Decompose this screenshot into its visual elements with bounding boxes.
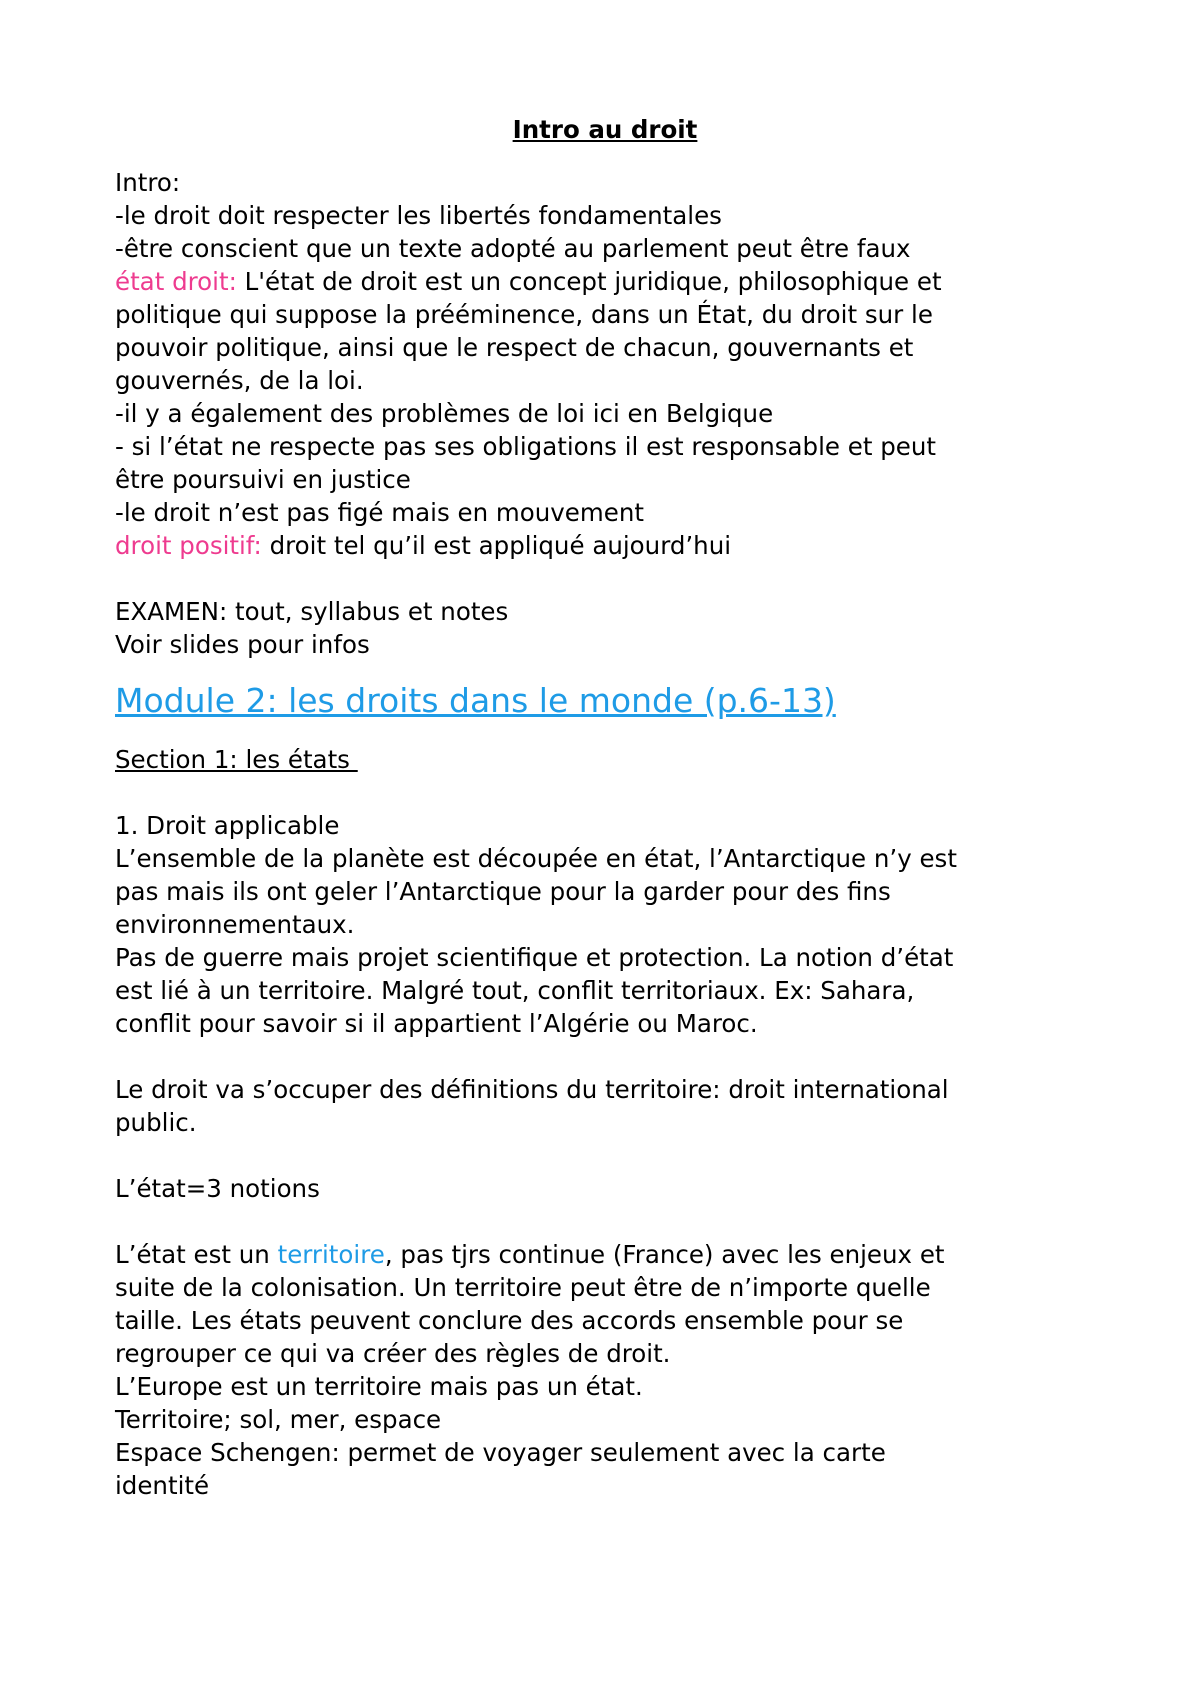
document-title: Intro au droit [512, 115, 698, 144]
para4-pre: L’état est un [115, 1240, 278, 1269]
para2-line1: Pas de guerre mais projet scientifique et protection. La notion d’état [115, 943, 954, 972]
etat-droit-def-part3: pouvoir politique, ainsi que le respect de chacun, gouvernants et [115, 333, 914, 362]
droit-positif-def: droit tel qu’il est appliqué aujourd’hui [261, 531, 732, 560]
spacer [115, 776, 1095, 809]
europe-line: L’Europe est un territoire mais pas un état. [115, 1372, 643, 1401]
spacer [115, 1139, 1095, 1172]
intro-line-mouvement: -le droit n’est pas figé mais en mouvement [115, 498, 644, 527]
para3-line2: public. [115, 1108, 197, 1137]
intro-line-obligations-1: - si l’état ne respecte pas ses obligations il est responsable et peut [115, 432, 937, 461]
droit-positif-term: droit positif: [115, 531, 262, 560]
document-page [115, 113, 1095, 1502]
intro-line-parlement: -être conscient que un texte adopté au parlement peut être faux [115, 234, 911, 263]
etat-droit-term: état droit: [115, 267, 237, 296]
para4-line3: taille. Les états peuvent conclure des accords ensemble pour se [115, 1306, 904, 1335]
para1-line1: L’ensemble de la planète est découpée en état, l’Antarctique n’y est [115, 844, 957, 873]
etat-droit-def-part1: L'état de droit est un concept juridique, philosophique et [236, 267, 942, 296]
slides-line: Voir slides pour infos [115, 630, 370, 659]
intro-line-obligations-2: être poursuivi en justice [115, 465, 411, 494]
etat-droit-def-part4: gouvernés, de la loi. [115, 366, 364, 395]
para2-line3: conflit pour savoir si il appartient l’Algérie ou Maroc. [115, 1009, 758, 1038]
para1-line3: environnementaux. [115, 910, 355, 939]
schengen-line2: identité [115, 1471, 210, 1500]
notions-line: L’état=3 notions [115, 1174, 320, 1203]
territoire-term: territoire [277, 1240, 385, 1269]
para2-line2: est lié à un territoire. Malgré tout, conflit territoriaux. Ex: Sahara, [115, 976, 915, 1005]
schengen-line1: Espace Schengen: permet de voyager seulement avec la carte [115, 1438, 886, 1467]
spacer [115, 1040, 1095, 1073]
para4-line4: regrouper ce qui va créer des règles de droit. [115, 1339, 671, 1368]
para1-line2: pas mais ils ont geler l’Antarctique pour la garder pour des fins [115, 877, 891, 906]
territoire-list-line: Territoire; sol, mer, espace [115, 1405, 442, 1434]
section-heading: Section 1: les états [115, 745, 358, 774]
etat-droit-definition-line [115, 265, 1095, 298]
spacer [115, 562, 1095, 595]
etat-droit-def-part2: politique qui suppose la prééminence, dans un État, du droit sur le [115, 300, 933, 329]
spacer [115, 1205, 1095, 1238]
intro-line-libertes: -le droit doit respecter les libertés fondamentales [115, 201, 722, 230]
examen-line: EXAMEN: tout, syllabus et notes [115, 597, 509, 626]
intro-label: Intro: [115, 168, 181, 197]
para3-line1: Le droit va s’occuper des définitions du territoire: droit international [115, 1075, 949, 1104]
para4-post: , pas tjrs continue (France) avec les enjeux et [384, 1240, 945, 1269]
para4-line2: suite de la colonisation. Un territoire peut être de n’importe quelle [115, 1273, 931, 1302]
subheading-droit-applicable: 1. Droit applicable [115, 811, 340, 840]
droit-positif-line [115, 529, 1095, 562]
para4-line1 [115, 1238, 1095, 1271]
intro-line-belgique: -il y a également des problèmes de loi ici en Belgique [115, 399, 774, 428]
module-heading: Module 2: les droits dans le monde (p.6-13) [115, 681, 836, 720]
